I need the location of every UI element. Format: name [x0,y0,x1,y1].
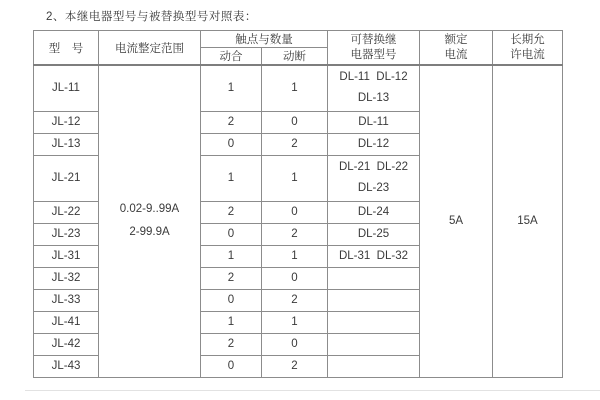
model-cell: JL-11 [34,65,99,111]
replaceable-line1: DL-24 [357,206,390,218]
replaceable-line1: DL-25 [357,228,390,240]
header-contacts-no: 动合 [201,48,262,66]
contacts-nc-cell: 1 [262,311,328,333]
replaceable-line1: DL-11 DL-12 [339,71,408,84]
header-contacts-group: 触点与数量 [201,31,328,48]
replaceable-line1: DL-12 [357,138,390,150]
header-rated-current [420,31,493,66]
model-cell: JL-21 [34,155,99,201]
replaceable-cell [328,155,420,201]
model-cell: JL-13 [34,133,99,155]
contacts-no-cell: 0 [201,355,262,377]
model-cell: JL-22 [34,201,99,223]
contacts-no-cell: 1 [201,311,262,333]
contacts-nc-cell: 0 [262,333,328,355]
replaceable-line1: DL-31 DL-32 [338,250,409,262]
replaceable-cell [328,223,420,245]
contacts-nc-cell: 0 [262,201,328,223]
table-row [34,65,563,111]
model-cell: JL-12 [34,111,99,133]
contacts-no-cell: 1 [201,65,262,111]
model-cell: JL-42 [34,333,99,355]
replaceable-cell [328,267,420,289]
header-replaceable-model [328,31,420,66]
contacts-no-cell: 2 [201,111,262,133]
header-rated-line1: 额定 [444,33,468,46]
replaceable-line2: DL-13 [357,92,390,105]
table-header [34,31,563,66]
relay-comparison-table [33,30,563,378]
page-bottom-divider [25,390,600,391]
current-range-line1: 0.02-9..99A [119,203,180,216]
replaceable-cell [328,311,420,333]
model-cell: JL-43 [34,355,99,377]
model-cell: JL-33 [34,289,99,311]
header-longterm-line1: 长期允 [510,33,545,46]
header-rated-line2: 电流 [444,48,468,61]
contacts-no-cell: 2 [201,267,262,289]
current-range-cell [99,65,201,377]
header-current-range: 电流整定范围 [99,31,201,66]
model-cell: JL-31 [34,245,99,267]
replaceable-cell [328,245,420,267]
contacts-nc-cell: 1 [262,155,328,201]
rated-current-cell: 5A [420,65,493,377]
contacts-nc-cell: 0 [262,267,328,289]
contacts-nc-cell: 0 [262,111,328,133]
model-cell: JL-32 [34,267,99,289]
current-range-line2: 2-99.9A [129,226,170,239]
contacts-nc-cell: 1 [262,245,328,267]
contacts-no-cell: 0 [201,289,262,311]
contacts-no-cell: 1 [201,245,262,267]
contacts-nc-cell: 2 [262,289,328,311]
model-cell: JL-41 [34,311,99,333]
replaceable-line1: DL-21 DL-22 [338,161,409,173]
contacts-no-cell: 0 [201,133,262,155]
replaceable-cell [328,289,420,311]
header-longterm-current [493,31,563,66]
contacts-nc-cell: 2 [262,223,328,245]
replaceable-cell [328,111,420,133]
replaceable-cell [328,355,420,377]
replaceable-cell [328,133,420,155]
contacts-no-cell: 1 [201,155,262,201]
model-cell: JL-23 [34,223,99,245]
header-model: 型 号 [34,31,99,66]
contacts-no-cell: 2 [201,333,262,355]
contacts-nc-cell: 2 [262,133,328,155]
header-contacts-nc: 动断 [262,48,328,66]
contacts-nc-cell: 2 [262,355,328,377]
contacts-no-cell: 0 [201,223,262,245]
page-title: 2、本继电器型号与被替换型号对照表： [46,11,257,23]
contacts-no-cell: 2 [201,201,262,223]
table-body [34,65,563,377]
replaceable-line2: DL-23 [357,182,390,194]
replaceable-cell [328,333,420,355]
longterm-current-cell: 15A [493,65,563,377]
header-replaceable-line1: 可替换继 [350,33,397,46]
header-longterm-line2: 许电流 [510,48,545,61]
header-replaceable-line2: 电器型号 [350,48,397,61]
replaceable-cell [328,65,420,111]
contacts-nc-cell: 1 [262,65,328,111]
replaceable-line1: DL-11 [358,116,389,128]
replaceable-cell [328,201,420,223]
